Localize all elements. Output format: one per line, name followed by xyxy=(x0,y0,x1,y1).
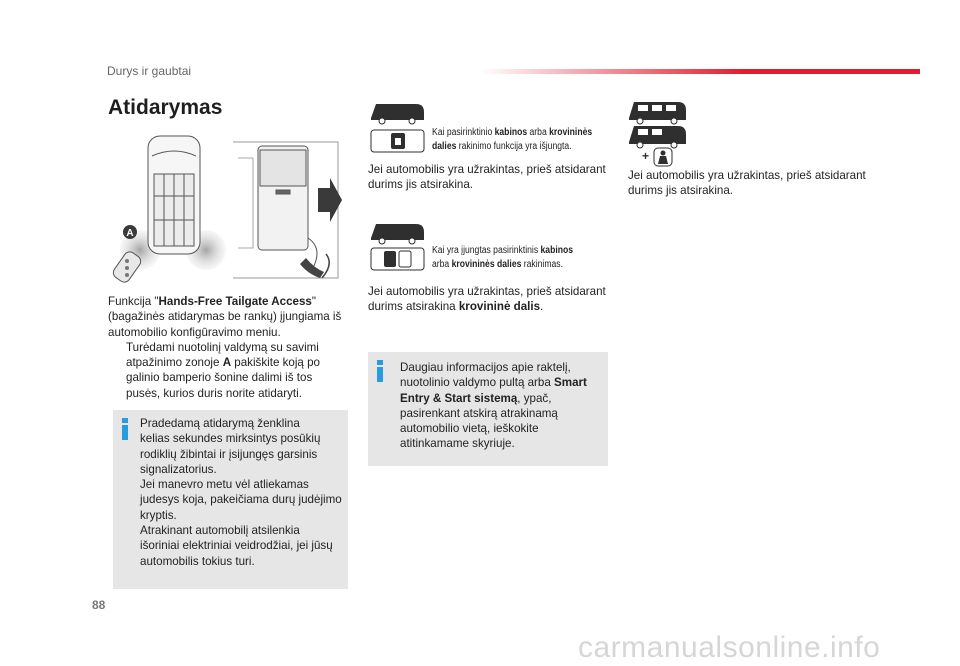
info-line: Atrakinant automobilį atsilenkia xyxy=(140,524,300,538)
van-icon xyxy=(371,104,424,124)
text-unlock-vehicle: Jei automobilis yra užrakintas, prieš atsidarant durims jis atsirakina. xyxy=(628,169,866,198)
kick-motion-arrow xyxy=(322,254,329,278)
info-line: kryptis. xyxy=(140,508,177,522)
tailgate-figure xyxy=(108,128,343,286)
info-icon xyxy=(376,360,384,382)
section-title: Atidarymas xyxy=(108,96,223,119)
info-line: signalizatorius. xyxy=(140,462,217,476)
info-line: Pradedamą atidarymą ženklina xyxy=(140,417,300,430)
info-line: išoriniai elektriniai veidrodžiai, jei jūsų xyxy=(140,539,333,553)
van-unlocked-rear-icon xyxy=(371,130,424,152)
van-icon xyxy=(629,126,686,148)
foot-icon xyxy=(300,258,324,278)
page-number: 88 xyxy=(92,598,106,612)
van-icon-group-1 xyxy=(368,98,428,163)
info-line: rodiklių žibintai ir įsijungęs garsinis xyxy=(140,447,318,461)
info-line: automobilis tokius turi. xyxy=(140,554,255,568)
info-line: kelias sekundes mirksintys posūkių xyxy=(140,432,321,446)
header-title: Durys ir gaubtai xyxy=(107,64,192,78)
van-icon-group-2 xyxy=(368,218,428,279)
van-selective-lock-icon xyxy=(371,248,424,270)
info-icon xyxy=(121,418,129,440)
van-icon-group-3 xyxy=(626,98,690,173)
van-top-view xyxy=(148,136,200,254)
intro-paragraph: Funkcija "Hands-Free Tailgate Access" (bagažinės atidarymas be rankų) įjungiama iš automobilio konfigūravimo meniu. Turėdami nuotolinį valdymą su savimi atpažinimo zonoje A pakiškite koją po galinio bamperio šonine dalimi iš tos pusės, kurios duris norite atidaryti. xyxy=(108,295,342,400)
info-line: judesys koja, pakeičiama durų judėjimo xyxy=(140,493,342,507)
svg-text:A: A xyxy=(126,228,134,239)
info-line: Jei manevro metu vėl atliekamas xyxy=(140,478,309,492)
van-illustration xyxy=(108,128,343,286)
zone-marker-a xyxy=(123,225,137,239)
info-box-more: Daugiau informacijos apie raktelį, nuotolinio valdymo pultą arba Smart Entry & Start sistemą, ypač, pasirenkant atskirą atrakinamą automobilio vietą, ieškokite atitinkamame skyriuje. xyxy=(368,352,608,466)
text-unlock-cargo: Jei automobilis yra užrakintas, prieš atsidarant durims atsirakina krovininė dalis. xyxy=(368,285,606,314)
van-icon xyxy=(371,224,424,244)
van-icon xyxy=(629,102,686,124)
caption-unlock-disabled: Kai pasirinktinio kabinos arba krovininės dalies rakinimo funkcija yra išjungta. xyxy=(432,127,593,152)
watermark: carmanualsonline.info xyxy=(578,631,881,664)
plus-sign: + xyxy=(642,149,650,163)
text-unlock-all: Jei automobilis yra užrakintas, prieš atsidarant durims jis atsirakina. xyxy=(368,163,606,192)
info-box-signals xyxy=(113,410,348,589)
person-lock-icon xyxy=(654,148,672,166)
header-rule xyxy=(480,69,920,74)
caption-selective-lock: Kai yra įjungtas pasirinktinis kabinos arba krovininės dalies rakinimas. xyxy=(432,245,574,270)
